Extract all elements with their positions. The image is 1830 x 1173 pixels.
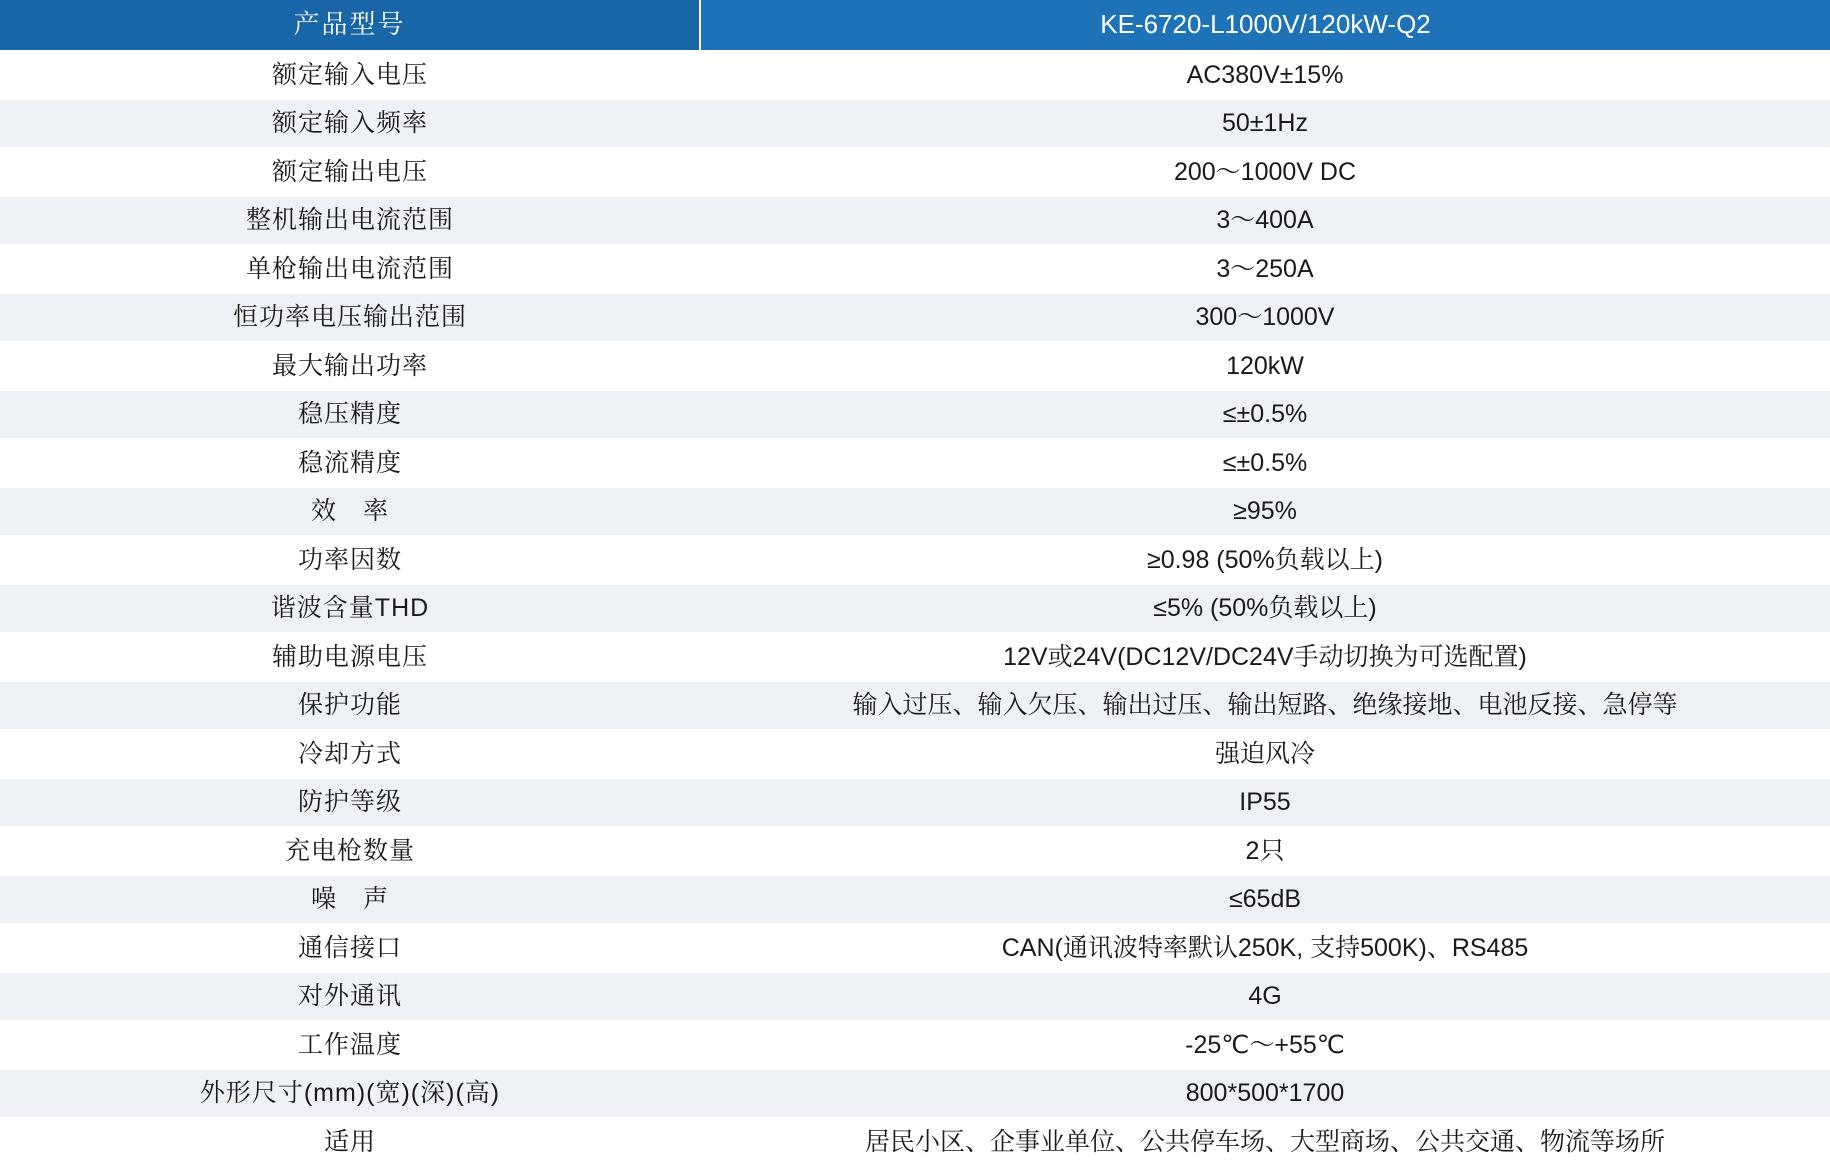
row-label: 单枪输出电流范围 — [0, 245, 700, 294]
table-row — [0, 730, 1830, 779]
row-value: 3〜400A — [700, 196, 1830, 245]
table-row — [0, 924, 1830, 973]
row-label: 效 率 — [0, 487, 700, 536]
table-row — [0, 51, 1830, 100]
row-label: 噪 声 — [0, 875, 700, 924]
row-label: 稳流精度 — [0, 439, 700, 488]
row-value: 300〜1000V — [700, 293, 1830, 342]
row-value: ≤5% (50%负载以上) — [700, 584, 1830, 633]
row-value: 200〜1000V DC — [700, 148, 1830, 197]
row-value: 强迫风冷 — [700, 730, 1830, 779]
row-label: 额定输入电压 — [0, 51, 700, 100]
table-row — [0, 633, 1830, 682]
row-label: 冷却方式 — [0, 730, 700, 779]
table-row — [0, 1021, 1830, 1070]
row-label: 最大输出功率 — [0, 342, 700, 391]
row-value: ≤65dB — [700, 875, 1830, 924]
row-value: 4G — [700, 972, 1830, 1021]
row-label: 充电枪数量 — [0, 827, 700, 876]
table-row — [0, 196, 1830, 245]
row-label: 对外通讯 — [0, 972, 700, 1021]
row-label: 稳压精度 — [0, 390, 700, 439]
row-value: ≤±0.5% — [700, 439, 1830, 488]
table-row — [0, 148, 1830, 197]
row-value: 2只 — [700, 827, 1830, 876]
row-value: AC380V±15% — [700, 51, 1830, 100]
table-row — [0, 681, 1830, 730]
row-label: 整机输出电流范围 — [0, 196, 700, 245]
row-value: -25℃〜+55℃ — [700, 1021, 1830, 1070]
row-label: 功率因数 — [0, 536, 700, 585]
header-cell-label: 产品型号 — [0, 0, 700, 51]
table-row — [0, 1118, 1830, 1167]
table-row — [0, 487, 1830, 536]
row-value: 居民小区、企事业单位、公共停车场、大型商场、公共交通、物流等场所 — [700, 1118, 1830, 1167]
row-label: 额定输入频率 — [0, 99, 700, 148]
table-row — [0, 245, 1830, 294]
table-row — [0, 439, 1830, 488]
table-row — [0, 778, 1830, 827]
table-row — [0, 827, 1830, 876]
row-value: 50±1Hz — [700, 99, 1830, 148]
row-value: CAN(通讯波特率默认250K, 支持500K)、RS485 — [700, 924, 1830, 973]
row-value: ≥0.98 (50%负载以上) — [700, 536, 1830, 585]
row-value: 12V或24V(DC12V/DC24V手动切换为可选配置) — [700, 633, 1830, 682]
row-value: 输入过压、输入欠压、输出过压、输出短路、绝缘接地、电池反接、急停等 — [700, 681, 1830, 730]
table-row — [0, 972, 1830, 1021]
row-label: 通信接口 — [0, 924, 700, 973]
row-value: 120kW — [700, 342, 1830, 391]
header-cell-value: KE-6720-L1000V/120kW-Q2 — [700, 0, 1830, 51]
row-value: ≥95% — [700, 487, 1830, 536]
row-label: 谐波含量THD — [0, 584, 700, 633]
row-label: 保护功能 — [0, 681, 700, 730]
table-row — [0, 342, 1830, 391]
row-label: 工作温度 — [0, 1021, 700, 1070]
row-label: 恒功率电压输出范围 — [0, 293, 700, 342]
table-row — [0, 99, 1830, 148]
row-value: ≤±0.5% — [700, 390, 1830, 439]
table-row — [0, 1069, 1830, 1118]
table-row — [0, 536, 1830, 585]
table-header-row — [0, 0, 1830, 51]
row-label: 额定输出电压 — [0, 148, 700, 197]
row-value: 800*500*1700 — [700, 1069, 1830, 1118]
row-value: IP55 — [700, 778, 1830, 827]
row-label: 适用 — [0, 1118, 700, 1167]
table-row — [0, 390, 1830, 439]
table-row — [0, 875, 1830, 924]
row-label: 防护等级 — [0, 778, 700, 827]
row-label: 外形尺寸(mm)(宽)(深)(高) — [0, 1069, 700, 1118]
row-label: 辅助电源电压 — [0, 633, 700, 682]
table-row — [0, 584, 1830, 633]
row-value: 3〜250A — [700, 245, 1830, 294]
table-row — [0, 293, 1830, 342]
